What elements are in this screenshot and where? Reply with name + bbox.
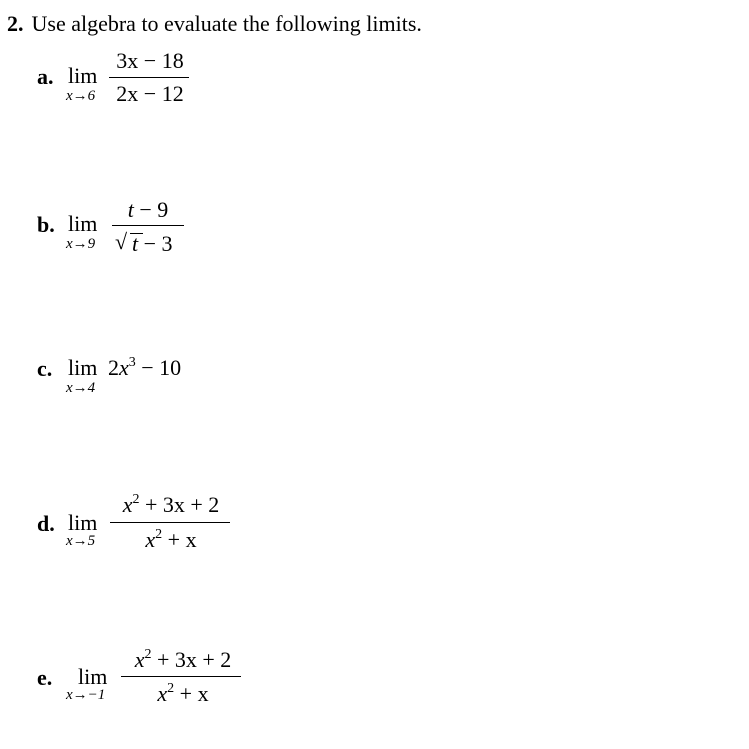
part-e-fraction-bar xyxy=(121,676,241,677)
part-e-approach: x→−1 xyxy=(66,687,106,703)
part-b-denominator xyxy=(132,231,173,257)
part-c-approach: x→4 xyxy=(66,380,96,396)
problem-instruction: Use algebra to evaluate the following limits. xyxy=(31,11,422,36)
part-a-lim: lim xyxy=(68,63,98,88)
part-b-lim: lim xyxy=(68,211,98,236)
part-e-lim: lim xyxy=(78,664,108,689)
part-e-numerator: $x^2 + 3x + 2$ xyxy=(134,647,232,672)
part-d-numerator: $x^2 + 3x + 2$ xyxy=(122,492,220,517)
part-b-approach: x→9 xyxy=(66,236,96,252)
part-d-denominator: $x^2 + x$ xyxy=(145,527,197,552)
part-b-radical-sign: √ xyxy=(115,229,128,254)
part-c-var: x xyxy=(119,355,129,380)
part-c-rest: − 10 xyxy=(135,355,182,380)
part-c-exp: 3 xyxy=(128,355,136,370)
part-a-denominator: 2x − 12 xyxy=(116,81,184,106)
part-d-fraction-bar xyxy=(110,522,230,523)
problem-heading xyxy=(7,11,422,37)
part-e-label: e. xyxy=(37,665,53,690)
part-d-label: d. xyxy=(37,511,55,536)
part-b-radicand: t xyxy=(132,231,139,256)
problem-number: 2. xyxy=(7,11,24,36)
part-d-approach: x→5 xyxy=(66,533,96,549)
part-d-lim: lim xyxy=(68,510,98,535)
part-b-denominator-rest: − 3 xyxy=(138,231,173,256)
part-b-fraction-bar xyxy=(112,225,184,226)
part-b-label: b. xyxy=(37,212,55,237)
part-a-label: a. xyxy=(37,64,54,89)
part-a-numerator: 3x − 18 xyxy=(116,48,184,73)
part-a-fraction-bar xyxy=(109,77,189,78)
part-e-denominator: $x^2 + x$ xyxy=(157,681,209,706)
part-c-lim: lim xyxy=(68,355,98,380)
part-c-label: c. xyxy=(37,356,53,381)
part-c-expression xyxy=(108,355,181,381)
part-c-coef: 2 xyxy=(108,355,119,380)
part-a-approach: x→6 xyxy=(66,88,96,104)
part-b-numerator: t − 9 xyxy=(127,197,169,222)
